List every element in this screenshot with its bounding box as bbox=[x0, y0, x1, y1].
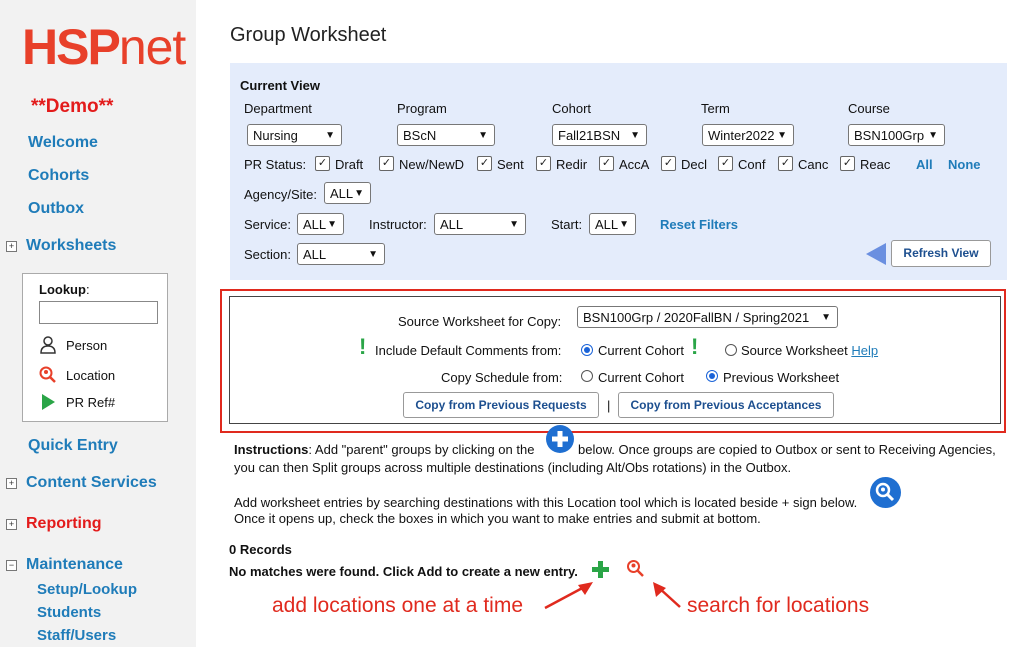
add-group-icon bbox=[546, 425, 574, 458]
reset-filters-link[interactable]: Reset Filters bbox=[660, 217, 739, 232]
term-label: Term bbox=[701, 101, 730, 116]
no-matches-message: No matches were found. Click Add to create a new entry. bbox=[229, 564, 578, 579]
start-select[interactable] bbox=[589, 213, 636, 235]
person-icon bbox=[39, 336, 57, 354]
agency-value: ALL bbox=[330, 186, 354, 201]
copy-previous-acceptances-button[interactable]: Copy from Previous Acceptances bbox=[618, 392, 834, 418]
expand-worksheets-icon[interactable]: + bbox=[6, 241, 17, 252]
department-value: Nursing bbox=[253, 128, 298, 143]
lookup-input[interactable] bbox=[39, 301, 158, 324]
cohort-value: Fall21BSN bbox=[558, 128, 621, 143]
chevron-down-icon: ▼ bbox=[368, 249, 378, 260]
sidebar-item-welcome[interactable]: Welcome bbox=[28, 134, 98, 151]
current-view-title: Current View bbox=[240, 78, 320, 93]
program-value: BScN bbox=[403, 128, 437, 143]
sidebar-item-content-services[interactable]: Content Services bbox=[26, 474, 157, 491]
status-checkbox-draft[interactable]: ✓ bbox=[315, 156, 330, 171]
status-checkbox-decl[interactable]: ✓ bbox=[661, 156, 676, 171]
status-checkbox-canc[interactable]: ✓ bbox=[778, 156, 793, 171]
include-source-worksheet-radio[interactable] bbox=[725, 344, 737, 356]
page-title: Group Worksheet bbox=[230, 24, 387, 46]
chevron-down-icon: ▼ bbox=[509, 219, 519, 230]
program-select[interactable] bbox=[397, 124, 495, 146]
agency-select[interactable] bbox=[324, 182, 371, 204]
sidebar-item-staff-users[interactable]: Staff/Users bbox=[37, 627, 117, 644]
chevron-down-icon: ▼ bbox=[928, 130, 938, 141]
status-checkbox-sent[interactable]: ✓ bbox=[477, 156, 492, 171]
section-value: ALL bbox=[303, 247, 327, 262]
course-value: BSN100Grp bbox=[854, 128, 925, 143]
expand-reporting-icon[interactable]: + bbox=[6, 519, 17, 530]
exclamation-icon: ! bbox=[359, 334, 367, 359]
select-none-link[interactable]: None bbox=[948, 157, 981, 172]
select-all-link[interactable]: All bbox=[916, 157, 933, 172]
schedule-previous-worksheet-label: Previous Worksheet bbox=[723, 370, 840, 385]
instructions-line1b: below. Once groups are copied to Outbox or sent to Receiving Agencies, bbox=[578, 442, 996, 457]
lookup-location[interactable] bbox=[39, 366, 115, 384]
chevron-down-icon: ▼ bbox=[619, 219, 629, 230]
instructions-line1a: Instructions: Add "parent" groups by clicking on the bbox=[234, 442, 535, 457]
pr-status-label: PR Status: bbox=[244, 157, 307, 172]
chevron-down-icon: ▼ bbox=[327, 219, 337, 230]
department-select[interactable] bbox=[247, 124, 342, 146]
instructions-line3: Add worksheet entries by searching destinations with this Location tool which is located beside + sign below. bbox=[234, 495, 858, 510]
annotation-add-locations: add locations one at a time bbox=[272, 594, 523, 617]
lookup-prref-label: PR Ref# bbox=[66, 394, 116, 410]
chevron-down-icon: ▼ bbox=[354, 188, 364, 199]
records-count: 0 Records bbox=[229, 542, 292, 557]
status-label-new: New/NewD bbox=[399, 157, 465, 172]
location-search-icon bbox=[39, 366, 57, 384]
section-select[interactable] bbox=[297, 243, 385, 265]
play-icon bbox=[39, 393, 57, 411]
service-value: ALL bbox=[303, 217, 327, 232]
status-checkbox-new[interactable]: ✓ bbox=[379, 156, 394, 171]
expand-content-services-icon[interactable]: + bbox=[6, 478, 17, 489]
sidebar-item-outbox[interactable]: Outbox bbox=[28, 200, 84, 217]
lookup-location-label: Location bbox=[66, 367, 116, 383]
schedule-previous-worksheet-radio[interactable] bbox=[706, 370, 718, 382]
sidebar-item-quick-entry[interactable]: Quick Entry bbox=[28, 437, 118, 454]
cohort-label: Cohort bbox=[552, 101, 592, 116]
include-comments-label: Include Default Comments from: bbox=[375, 343, 562, 358]
status-label-draft: Draft bbox=[335, 157, 364, 172]
status-label-redir: Redir bbox=[556, 157, 588, 172]
program-label: Program bbox=[397, 101, 447, 116]
location-tool-icon bbox=[870, 477, 901, 513]
lookup-prref[interactable] bbox=[39, 393, 115, 411]
cohort-select[interactable] bbox=[552, 124, 647, 146]
current-view-panel bbox=[230, 63, 1007, 280]
schedule-current-cohort-label: Current Cohort bbox=[598, 370, 684, 385]
instructions-line2: you can then Split groups across multiple destinations (including Alt/Obs rotations) in the Outbox. bbox=[234, 460, 792, 475]
agency-label: Agency/Site: bbox=[244, 187, 317, 202]
instructor-select[interactable] bbox=[434, 213, 526, 235]
copy-schedule-label: Copy Schedule from: bbox=[441, 370, 563, 385]
sidebar-item-maintenance[interactable]: Maintenance bbox=[26, 556, 123, 573]
status-checkbox-redir[interactable]: ✓ bbox=[536, 156, 551, 171]
source-worksheet-select[interactable] bbox=[577, 306, 838, 328]
include-current-cohort-radio[interactable] bbox=[581, 344, 593, 356]
term-select[interactable] bbox=[702, 124, 794, 146]
sidebar-item-setup-lookup[interactable]: Setup/Lookup bbox=[37, 581, 137, 598]
source-worksheet-value: BSN100Grp / 2020FallBN / Spring2021 bbox=[583, 310, 810, 325]
chevron-down-icon: ▼ bbox=[630, 130, 640, 141]
course-select[interactable] bbox=[848, 124, 945, 146]
instructions-line4: Once it opens up, check the boxes in which you want to make entries and submit at bottom. bbox=[234, 511, 761, 526]
lookup-person[interactable] bbox=[39, 336, 107, 354]
status-label-decl: Decl bbox=[681, 157, 708, 172]
term-value: Winter2022 bbox=[708, 128, 775, 143]
schedule-current-cohort-radio[interactable] bbox=[581, 370, 593, 382]
collapse-maintenance-icon[interactable]: − bbox=[6, 560, 17, 571]
chevron-down-icon: ▼ bbox=[325, 130, 335, 141]
instructor-label: Instructor: bbox=[369, 217, 427, 232]
lookup-person-label: Person bbox=[66, 337, 108, 353]
copy-previous-requests-button[interactable]: Copy from Previous Requests bbox=[403, 392, 599, 418]
start-value: ALL bbox=[595, 217, 619, 232]
chevron-down-icon: ▼ bbox=[821, 312, 831, 323]
button-separator: | bbox=[607, 398, 611, 413]
status-label-acca: AccA bbox=[619, 157, 650, 172]
refresh-view-button[interactable]: Refresh View bbox=[891, 240, 991, 267]
instructor-value: ALL bbox=[440, 217, 464, 232]
help-link[interactable]: Help bbox=[851, 343, 879, 358]
status-label-canc: Canc bbox=[798, 157, 829, 172]
sidebar-item-cohorts[interactable]: Cohorts bbox=[28, 167, 90, 184]
status-checkbox-conf[interactable]: ✓ bbox=[718, 156, 733, 171]
lookup-title: Lookup: bbox=[39, 282, 90, 297]
copy-panel bbox=[229, 296, 1001, 424]
chevron-down-icon: ▼ bbox=[478, 130, 488, 141]
start-label: Start: bbox=[551, 217, 583, 232]
status-checkbox-acca[interactable]: ✓ bbox=[599, 156, 614, 171]
course-label: Course bbox=[848, 101, 890, 116]
annotation-arrows bbox=[530, 575, 700, 615]
include-current-cohort-label: Current Cohort bbox=[598, 343, 684, 358]
status-label-reac: Reac bbox=[860, 157, 891, 172]
refresh-arrow-icon bbox=[866, 243, 886, 270]
status-label-sent: Sent bbox=[497, 157, 524, 172]
sidebar-item-worksheets[interactable]: Worksheets bbox=[26, 237, 117, 254]
include-source-worksheet-label: Source Worksheet Help bbox=[741, 343, 879, 358]
exclamation-icon: ! bbox=[691, 334, 699, 359]
lookup-box bbox=[22, 273, 168, 422]
status-label-conf: Conf bbox=[738, 157, 766, 172]
chevron-down-icon: ▼ bbox=[777, 130, 787, 141]
service-label: Service: bbox=[244, 217, 291, 232]
source-worksheet-label: Source Worksheet for Copy: bbox=[398, 314, 562, 329]
status-checkbox-reac[interactable]: ✓ bbox=[840, 156, 855, 171]
hspnet-logo[interactable]: HSPnet bbox=[22, 19, 186, 75]
sidebar-item-reporting[interactable]: Reporting bbox=[26, 515, 102, 532]
demo-label: **Demo** bbox=[31, 96, 114, 117]
service-select[interactable] bbox=[297, 213, 344, 235]
sidebar bbox=[0, 0, 196, 647]
sidebar-item-students[interactable]: Students bbox=[37, 604, 102, 621]
department-label: Department bbox=[244, 101, 312, 116]
annotation-search-locations: search for locations bbox=[687, 594, 870, 617]
section-label: Section: bbox=[244, 247, 291, 262]
